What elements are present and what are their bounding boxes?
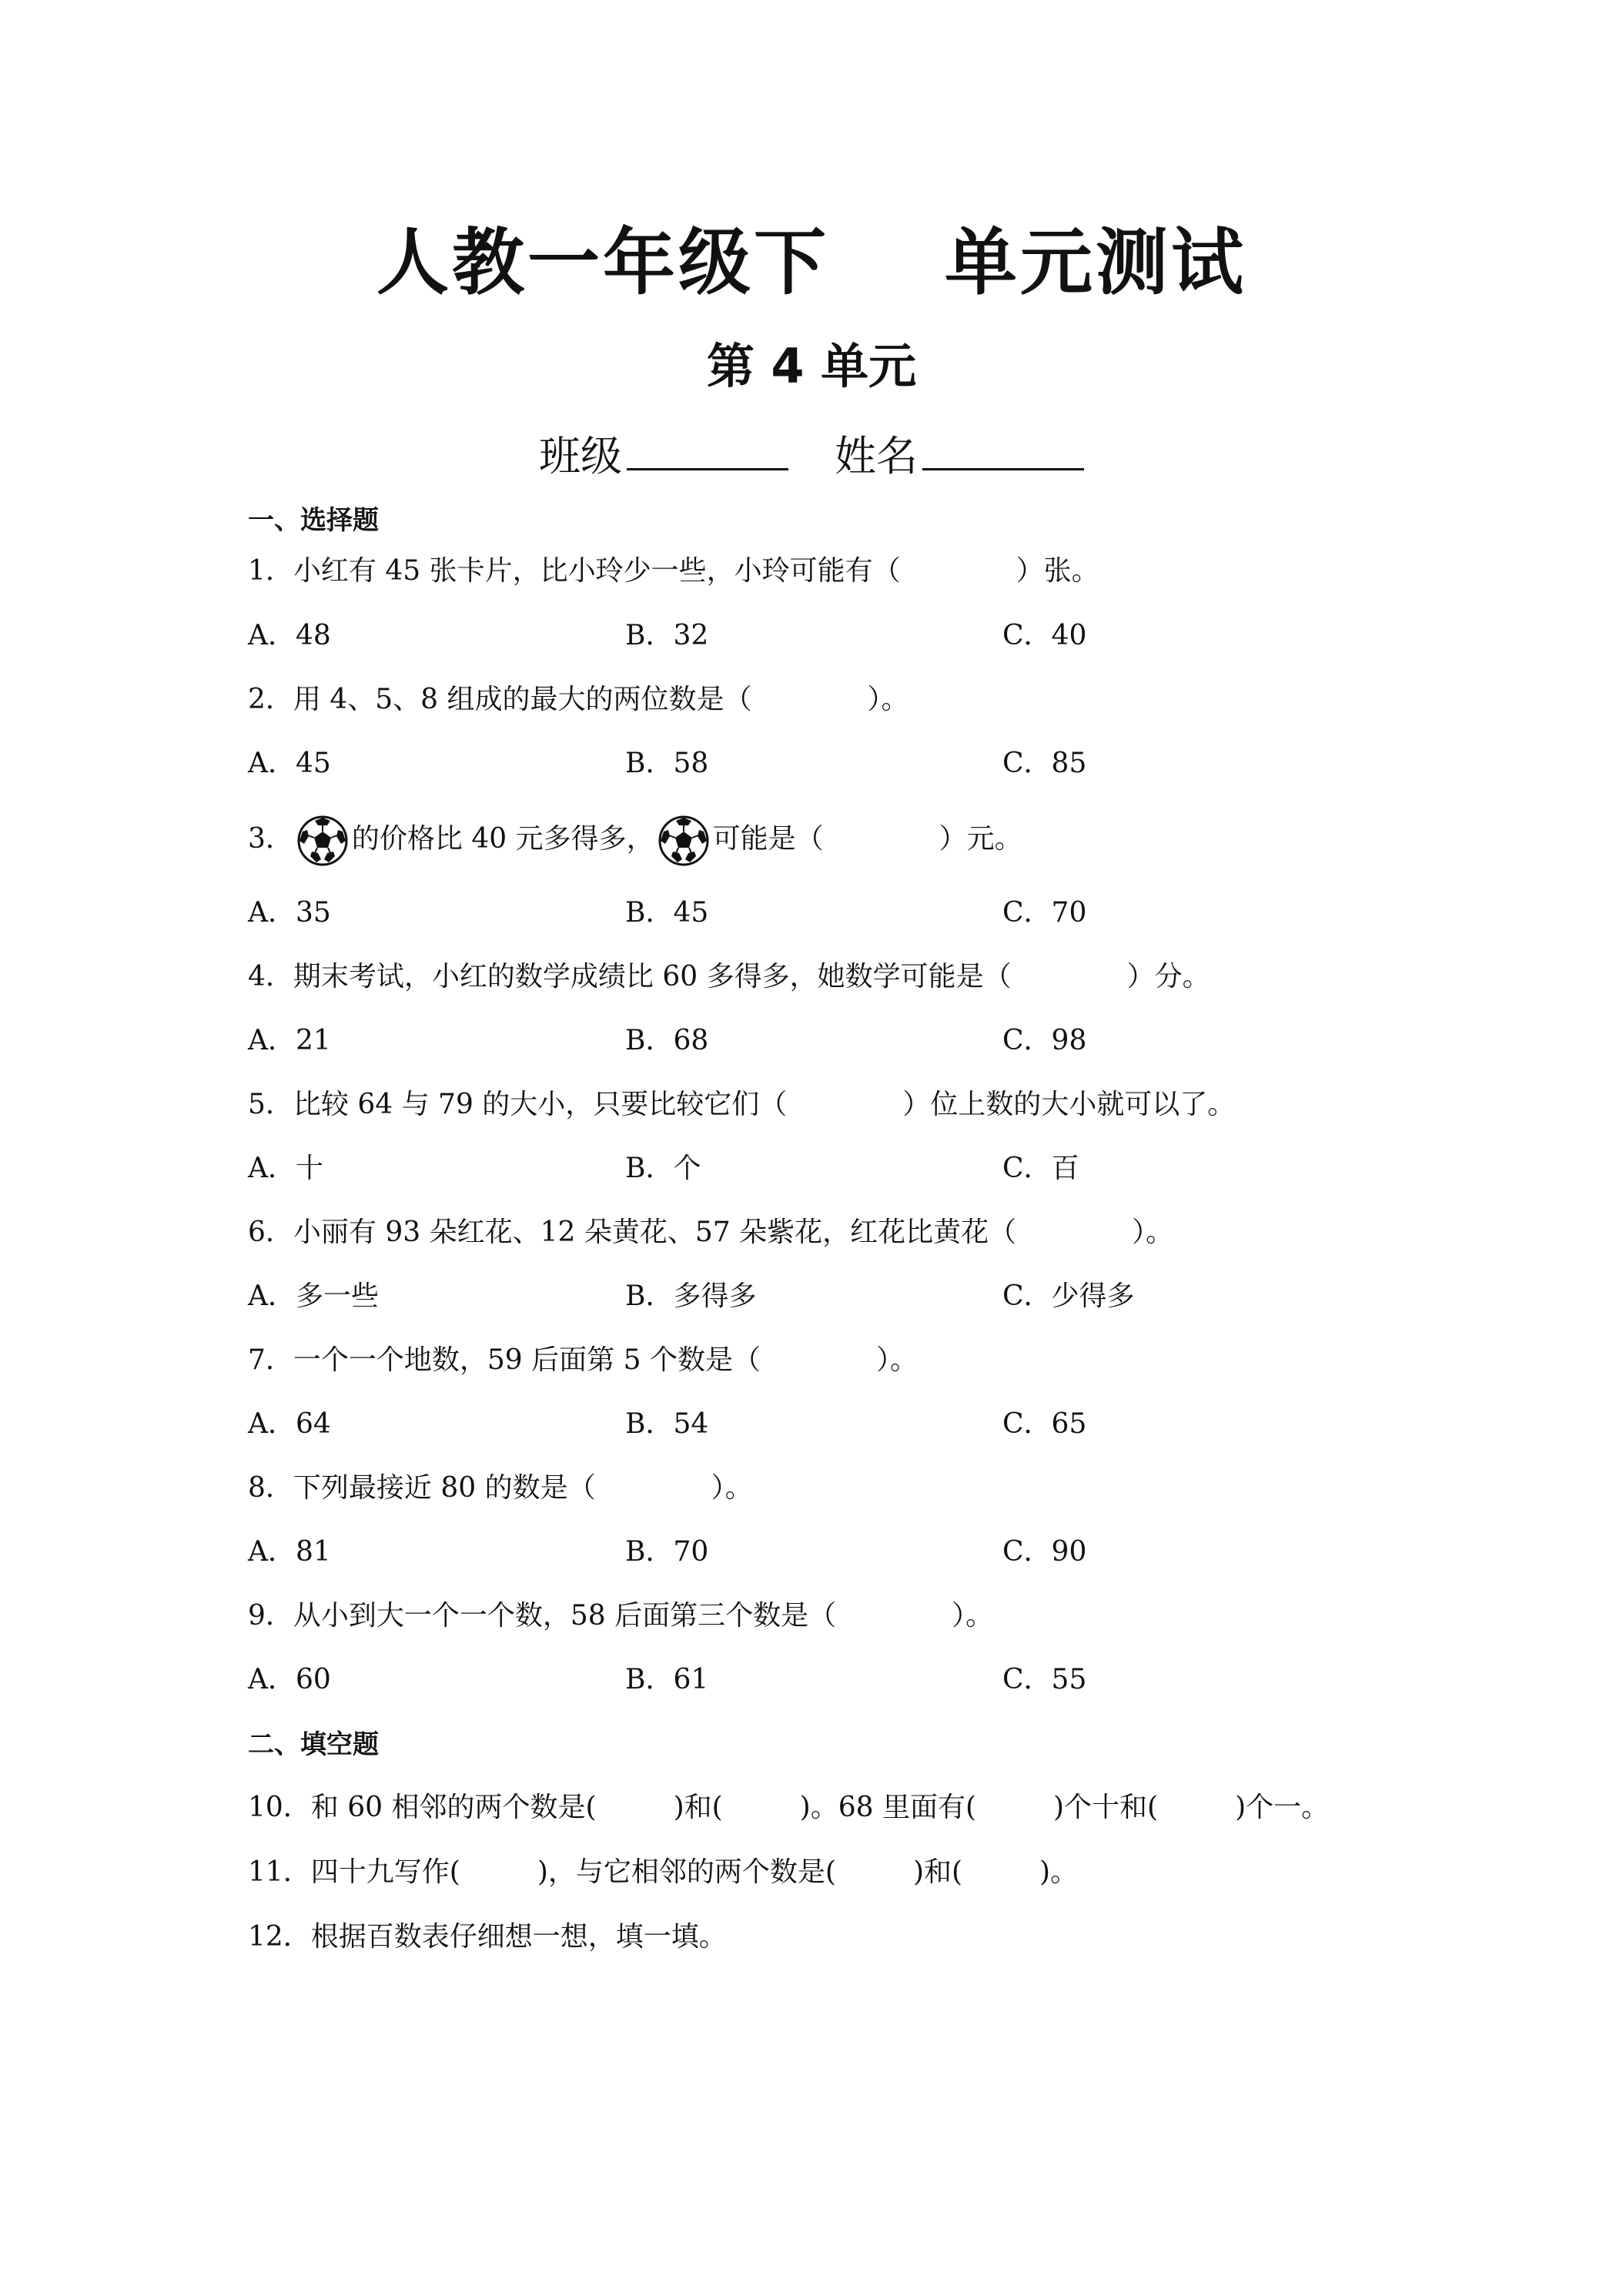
question-text: )。68 里面有( — [799, 1792, 976, 1823]
question-text-end: ）位上数的大小就可以了。 — [902, 1089, 1236, 1120]
option-b[interactable]: B．58 — [625, 748, 709, 779]
option-c[interactable]: C．少得多 — [1002, 1280, 1135, 1312]
option-b[interactable]: B．多得多 — [625, 1280, 757, 1312]
question-text: 7．一个一个地数，59 后面第 5 个数是（ — [248, 1344, 761, 1376]
option-a[interactable]: A．64 — [248, 1408, 331, 1440]
option-a[interactable]: A．81 — [248, 1536, 331, 1568]
question-text: )个十和( — [1053, 1792, 1159, 1823]
option-c[interactable]: C．55 — [1002, 1664, 1087, 1695]
question-text: 2．用 4、5、8 组成的最大的两位数是（ — [248, 684, 752, 715]
question-6 — [248, 1214, 1434, 1251]
question-text: 可能是（ — [712, 823, 824, 855]
section-heading-choice: 一、选择题 — [248, 505, 379, 536]
question-text: 的价格比 40 元多得多， — [351, 823, 654, 855]
name-blank[interactable] — [922, 427, 1084, 470]
option-b[interactable]: B．54 — [625, 1408, 709, 1440]
question-text: 5．比较 64 与 79 的大小，只要比较它们（ — [248, 1089, 788, 1120]
option-b[interactable]: B．61 — [625, 1664, 709, 1695]
option-a[interactable]: A．48 — [248, 620, 331, 651]
option-a[interactable]: A．多一些 — [248, 1280, 379, 1312]
option-c[interactable]: C．85 — [1002, 748, 1087, 779]
question-text-end: ）张。 — [1016, 555, 1099, 587]
question-text: )。 — [1039, 1856, 1079, 1888]
option-c[interactable]: C．98 — [1002, 1025, 1087, 1056]
question-text-end: ）。 — [1132, 1217, 1174, 1248]
option-a[interactable]: A．45 — [248, 748, 331, 779]
option-b[interactable]: B．45 — [625, 897, 709, 929]
question-2 — [248, 681, 1434, 718]
section-heading-fill: 二、填空题 — [248, 1729, 379, 1760]
question-text: 9．从小到大一个一个数，58 后面第三个数是（ — [248, 1600, 837, 1632]
question-10 — [248, 1789, 1434, 1826]
option-b[interactable]: B．68 — [625, 1025, 709, 1056]
soccer-ball-icon — [658, 815, 710, 867]
unit-subtitle: 第 4 单元 — [706, 338, 917, 394]
question-text: 8．下列最接近 80 的数是（ — [248, 1472, 596, 1504]
title-right: 单元测试 — [945, 221, 1247, 305]
question-4 — [248, 959, 1434, 996]
question-11 — [248, 1854, 1434, 1891]
question-7 — [248, 1342, 1434, 1379]
question-text: )个一。 — [1235, 1792, 1330, 1823]
soccer-ball-icon — [296, 815, 349, 867]
option-c[interactable]: C．90 — [1002, 1536, 1087, 1568]
option-b[interactable]: B．32 — [625, 620, 709, 651]
page-title — [0, 217, 1623, 310]
option-a[interactable]: A．十 — [248, 1153, 323, 1184]
question-text-end: ）元。 — [939, 823, 1022, 855]
question-text: )，与它相邻的两个数是( — [537, 1856, 836, 1888]
question-3 — [248, 815, 1434, 867]
question-text: 10．和 60 相邻的两个数是( — [248, 1792, 597, 1823]
option-c[interactable]: C．40 — [1002, 620, 1087, 651]
question-text-end: ）。 — [875, 1344, 918, 1376]
question-text: )和( — [912, 1856, 963, 1888]
question-8 — [248, 1470, 1434, 1507]
question-text-end: ）。 — [711, 1472, 753, 1504]
option-a[interactable]: A．60 — [248, 1664, 331, 1695]
question-9 — [248, 1598, 1434, 1635]
question-text: 4．期末考试，小红的数学成绩比 60 多得多，她数学可能是（ — [248, 961, 1012, 992]
question-12: 12．根据百数表仔细想一想，填一填。 — [248, 1921, 727, 1953]
option-c[interactable]: C．65 — [1002, 1408, 1087, 1440]
option-c[interactable]: C．70 — [1002, 897, 1087, 929]
option-a[interactable]: A．35 — [248, 897, 331, 929]
class-label: 班级 — [539, 432, 622, 480]
title-left: 人教一年级下 — [376, 221, 829, 305]
question-text: )和( — [673, 1792, 723, 1823]
question-number: 3． — [248, 823, 293, 855]
question-text-end: ）分。 — [1126, 961, 1210, 992]
question-1 — [248, 553, 1434, 590]
option-b[interactable]: B．70 — [625, 1536, 709, 1568]
option-a[interactable]: A．21 — [248, 1025, 331, 1056]
student-info-line — [0, 427, 1623, 484]
question-text: 1．小红有 45 张卡片，比小玲少一些，小玲可能有（ — [248, 555, 901, 587]
question-text: 6．小丽有 93 朵红花、12 朵黄花、57 朵紫花，红花比黄花（ — [248, 1217, 1017, 1248]
option-b[interactable]: B．个 — [625, 1153, 701, 1184]
question-text-end: ）。 — [952, 1600, 994, 1632]
name-label: 姓名 — [835, 432, 918, 480]
option-c[interactable]: C．百 — [1002, 1153, 1079, 1184]
question-5 — [248, 1086, 1434, 1123]
question-text-end: ）。 — [867, 684, 909, 715]
class-blank[interactable] — [627, 427, 788, 470]
question-text: 11．四十九写作( — [248, 1856, 460, 1888]
